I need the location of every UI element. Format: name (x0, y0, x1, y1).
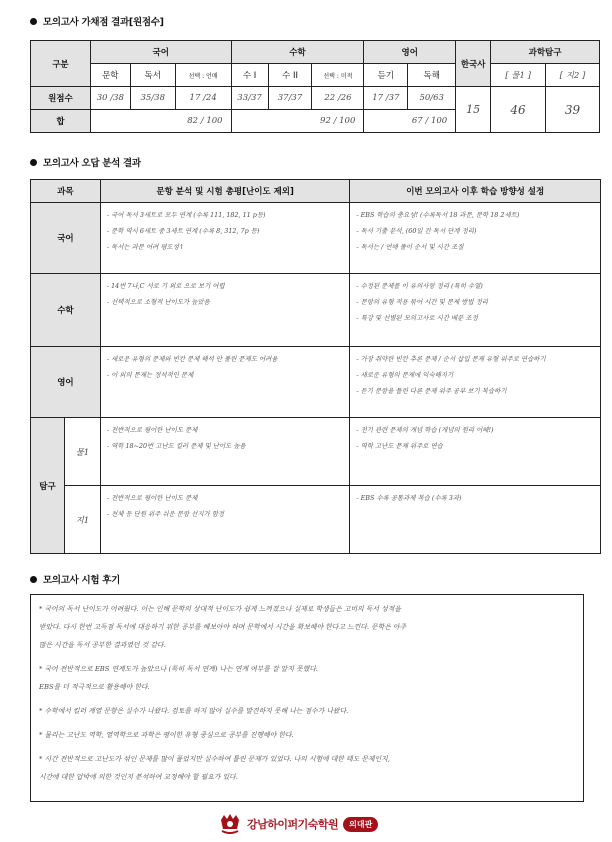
sub-reading: 독서 (130, 64, 175, 87)
subject-math: 수학 (31, 274, 101, 347)
header-plan: 이번 모의고사 이후 학습 방향성 설정 (350, 180, 601, 203)
header-subject: 과목 (31, 180, 101, 203)
header-science: 과학탐구 (491, 41, 600, 64)
header-english: 영어 (364, 41, 456, 64)
review-line: * 수학에서 킬러 계열 문항은 실수가 나왔다. 검토를 하지 않아 실수를 발견하지 못해 나는 점수가 나왔다. (39, 707, 349, 715)
sub-literature: 문학 (90, 64, 130, 87)
note-line: - 전기 관련 문제의 개념 학습 (개념의 원리 이해!) (356, 426, 494, 434)
sub-math1: 수 I (231, 64, 268, 87)
academy-name: 강남하이퍼기숙학원 (247, 818, 339, 831)
note-line: - 문학 역시 6세트 중 3세트 연계 (수록 8, 312, 7p 등) (106, 227, 260, 235)
subject-earth-science: 지1 (64, 486, 100, 554)
sub-math2: 수 II (268, 64, 312, 87)
korean-review (100, 203, 350, 274)
section-title-analysis (30, 155, 141, 169)
raw-math-elective: 22 /26 (312, 87, 364, 110)
raw-reading: 35/38 (130, 87, 175, 110)
math-plan (350, 274, 601, 347)
raw-math1: 33/37 (231, 87, 268, 110)
note-line: - 새로운 유형의 문제와 빈칸 문제 해석 안 풀린 문제도 어려움 (106, 355, 278, 363)
section-title-review (30, 572, 120, 586)
note-line: - 이 외의 문제는 정석적인 문제 (106, 371, 194, 379)
note-line: - 역학 18~20번 고난도 킬러 문제 및 난이도 높음 (106, 442, 246, 450)
bullet-icon (30, 18, 37, 25)
total-korean: 82 / 100 (90, 110, 231, 133)
note-line: - 천체 등 단원 위주 쉬운 문항 선지가 함정 (106, 510, 225, 518)
bullet-icon (30, 159, 37, 166)
score-section-label: 모의고사 가채점 결과[원점수] (43, 17, 164, 28)
bullet-icon (30, 576, 37, 583)
subject-physics: 물1 (64, 418, 100, 486)
note-line: - 선택적으로 소형적 난이도가 높았음 (106, 298, 210, 306)
note-line: - 독서 기출 분석, (60일 간 독서 단계 정리) (356, 227, 477, 235)
note-line: - 문항의 유형 적용 묶어 시간 및 문제 방법 정리 (356, 298, 488, 306)
note-line: - 역학 고난도 문제 위주로 연습 (356, 442, 443, 450)
note-line: - 수정된 문제를 이 유의사항 정리 (특히 수열) (356, 282, 483, 290)
note-line: - EBS 수록 공통과제 복습 (수록 3과) (356, 494, 462, 502)
note-line: - 국어 독서 3세트로 모두 연계 (수록 111, 182, 11 p등) (106, 211, 266, 219)
review-line: * 국어 전반적으로 EBS 연계도가 높았으나 (특히 독서 연계) 나는 연계 여부를 잘 알지 못했다. (39, 665, 318, 673)
raw-literature: 30 /38 (90, 87, 130, 110)
subject-english: 영어 (31, 347, 101, 418)
score-table (30, 40, 600, 133)
note-line: - 가장 취약한 빈칸 추론 문제 / 순서 삽입 문제 유형 위주로 연습하기 (356, 355, 546, 363)
raw-korean-elective: 17 /24 (175, 87, 231, 110)
raw-science1: 46 (491, 87, 546, 133)
review-line: 많은 시간을 독서 공부한 결과였던 것 같다. (39, 641, 166, 649)
sub-science2: [ 지2 ] (546, 64, 600, 87)
total-math: 92 / 100 (231, 110, 364, 133)
english-plan (350, 347, 601, 418)
raw-history: 15 (456, 87, 491, 133)
row-total-label: 합 (31, 110, 91, 133)
review-line: EBS를 더 적극적으로 활용해야 한다. (39, 683, 150, 691)
review-line: 시간에 대한 압박에 의한 것인지 분석하여 교정해야 할 필요가 있다. (39, 773, 238, 781)
academy-badge: 의대관 (343, 817, 378, 832)
note-line: - 새로운 유형의 문제에 익숙해지기 (356, 371, 454, 379)
physics-plan (350, 418, 601, 486)
header-category: 구분 (31, 41, 91, 87)
raw-listening: 17 /37 (364, 87, 408, 110)
academy-logo (218, 812, 378, 836)
sub-english-reading: 독해 (408, 64, 456, 87)
header-review: 문항 분석 및 시험 총평[난이도 제외] (100, 180, 350, 203)
subject-korean: 국어 (31, 203, 101, 274)
note-line: - 전반적으로 평이한 난이도 문제 (106, 494, 198, 502)
review-line: * 물리는 고난도 역학, 열역학으로 과학은 평이한 유형 중심으로 공부를 진행해야 한다. (39, 731, 294, 739)
review-section-label: 모의고사 시험 후기 (43, 575, 121, 586)
row-raw-label: 원점수 (31, 87, 91, 110)
sub-listening: 듣기 (364, 64, 408, 87)
raw-math2: 37/37 (268, 87, 312, 110)
math-review (100, 274, 350, 347)
header-math: 수학 (231, 41, 364, 64)
analysis-section-label: 모의고사 오답 분석 결과 (43, 158, 141, 169)
raw-english-reading: 50/63 (408, 87, 456, 110)
physics-review (100, 418, 350, 486)
note-line: - 독서는 / 언매 풀이 순서 및 시간 조절 (356, 243, 464, 251)
sub-korean-elective: 선택 : 언매 (175, 64, 231, 87)
total-english: 67 / 100 (364, 110, 456, 133)
review-line: * 국어의 독서 난이도가 어려웠다. 이는 인해 문학의 상대적 난이도가 쉽게 느껴졌으나 실제로 학생들은 고비의 독서 성적을 (39, 605, 401, 613)
note-line: - 특강 및 선별된 모의고사로 시간 배분 조정 (356, 314, 478, 322)
review-line: * 시간 전반적으로 고난도가 섞인 문제를 많이 풀었지만 실수하여 틀린 문제가 있었다. 나의 시험에 대한 태도 문제인지, (39, 755, 390, 763)
note-line: - 14번 7나,C 서로 기 외로 으로 보기 어렵 (106, 282, 225, 290)
sub-science1: [ 물1 ] (491, 64, 546, 87)
note-line: - 전반적으로 평이한 난이도 문제 (106, 426, 198, 434)
academy-emblem-icon (218, 812, 242, 836)
header-korean: 국어 (90, 41, 231, 64)
raw-science2: 39 (546, 87, 600, 133)
note-line: - EBS 학습의 충요성! (수록독서 18 과문, 문학 18 2세트) (356, 211, 520, 219)
earth-plan (350, 486, 601, 554)
korean-plan (350, 203, 601, 274)
note-line: - 독서는 과문 어려 평도성↑ (106, 243, 185, 251)
review-line: 받았다. 다시 한번 고득점 독서에 대응하기 위한 공부를 해보아야 하며 문학에서 시간을 확보해야 한다고 느낀다. 문학은 아주 (39, 623, 407, 631)
header-history: 한국사 (456, 41, 491, 87)
note-line: - 듣기 문항을 틀린 다른 문제 위주 공부 보기 복습하기 (356, 387, 507, 395)
earth-review (100, 486, 350, 554)
english-review (100, 347, 350, 418)
section-title-score (30, 14, 164, 28)
sub-math-elective: 선택 : 미적 (312, 64, 364, 87)
exam-review-box (30, 594, 584, 802)
subject-inquiry: 탐구 (31, 418, 65, 554)
analysis-table (30, 179, 601, 554)
